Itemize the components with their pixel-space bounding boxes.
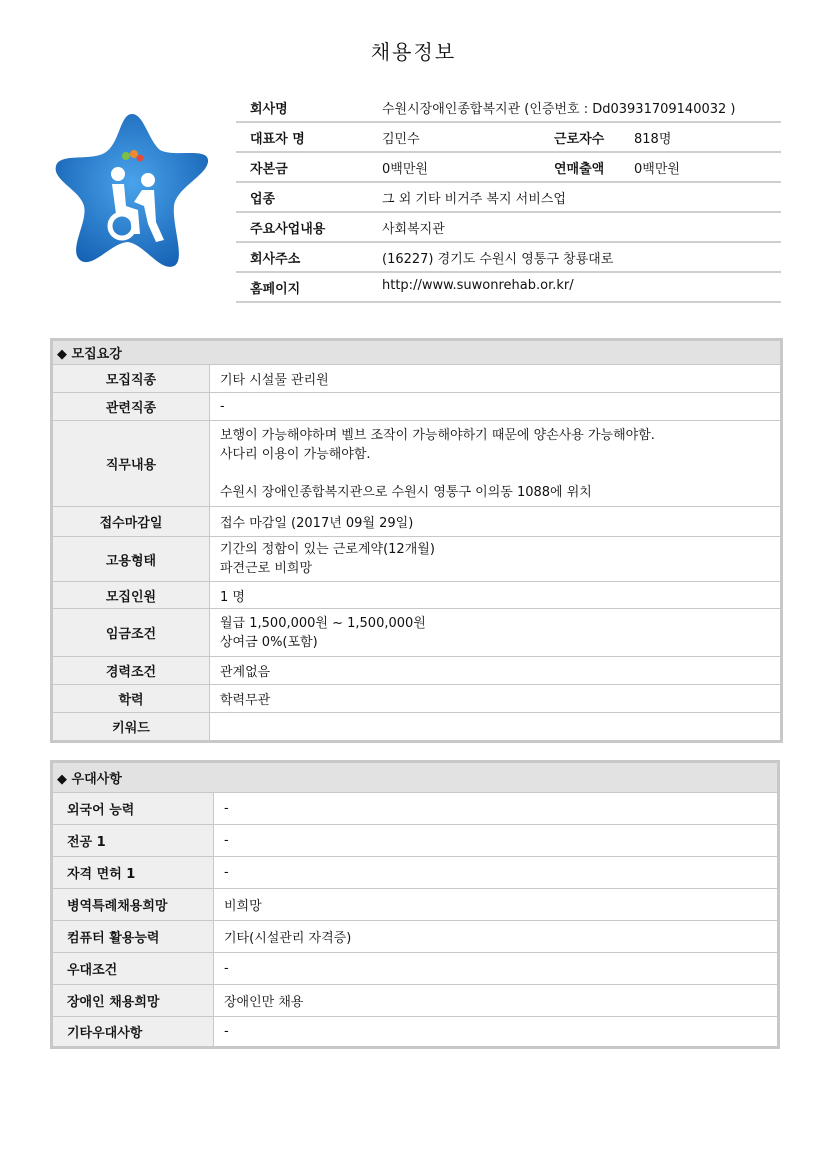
industry-row: [236, 183, 781, 213]
recruit-value: 월급 1,500,000원 ~ 1,500,000원 상여금 0%(포함): [210, 609, 781, 657]
recruit-label: 관련직종: [53, 393, 210, 421]
preference-label: 기타우대사항: [53, 1017, 214, 1047]
recruit-label: 접수마감일: [53, 507, 210, 537]
preference-label: 자격 면허 1: [53, 857, 214, 889]
recruit-value: [210, 713, 781, 741]
business-label: 주요사업내용: [250, 222, 326, 237]
recruit-label: 경력조건: [53, 657, 210, 685]
recruit-label: 모집인원: [53, 582, 210, 609]
employees-label: 근로자수: [554, 132, 605, 147]
recruit-value: 보행이 가능해야하며 벨브 조작이 가능해야하기 때문에 양손사용 가능해야함. 사다리 이용이 가능해야함. 수원시 장애인종합복지관으로 수원시 영통구 이의동 1088에 위치: [210, 421, 781, 507]
capital-label: 자본금: [250, 162, 288, 177]
ceo-label: 대표자 명: [250, 132, 305, 147]
recruit-value: 접수 마감일 (2017년 09월 29일): [210, 507, 781, 537]
recruit-value: 1 명: [210, 582, 781, 609]
preference-label: 외국어 능력: [53, 793, 214, 825]
recruit-value: 학력무관: [210, 685, 781, 713]
preference-value: -: [214, 825, 778, 857]
capital-value: 0백만원: [382, 162, 428, 177]
company-name-row: [236, 93, 781, 123]
recruit-value: 기타 시설물 관리원: [210, 365, 781, 393]
sales-value: 0백만원: [634, 162, 680, 177]
capital-row: [236, 153, 781, 183]
sales-label: 연매출액: [554, 162, 605, 177]
preference-label: 우대조건: [53, 953, 214, 985]
ceo-row: [236, 123, 781, 153]
company-logo: [52, 110, 212, 275]
preference-header: ◆ 우대사항: [53, 763, 778, 793]
preference-value: 기타(시설관리 자격증): [214, 921, 778, 953]
company-info: [236, 93, 781, 303]
recruit-label: 키워드: [53, 713, 210, 741]
homepage-label: 홈페이지: [250, 282, 301, 297]
page-title: 채용정보: [370, 40, 457, 64]
preference-label: 장애인 채용희망: [53, 985, 214, 1017]
recruit-value: -: [210, 393, 781, 421]
ceo-value: 김민수: [382, 132, 420, 147]
recruit-header: ◆ 모집요강: [53, 341, 781, 365]
address-row: [236, 243, 781, 273]
employees-value: 818명: [634, 132, 672, 147]
recruit-label: 학력: [53, 685, 210, 713]
preference-label: 컴퓨터 활용능력: [53, 921, 214, 953]
business-row: [236, 213, 781, 243]
preference-label: 전공 1: [53, 825, 214, 857]
preference-value: 비희망: [214, 889, 778, 921]
preference-value: 장애인만 채용: [214, 985, 778, 1017]
preference-value: -: [214, 793, 778, 825]
company-name: 수원시장애인종합복지관 (인증번호 : Dd03931709140032 ): [382, 102, 736, 117]
address-value: (16227) 경기도 수원시 영통구 창룡대로: [382, 252, 614, 267]
industry-label: 업종: [250, 192, 276, 207]
recruit-label: 고용형태: [53, 537, 210, 582]
homepage-row: [236, 273, 781, 303]
recruit-label: 모집직종: [53, 365, 210, 393]
recruit-label: 직무내용: [53, 421, 210, 507]
business-value: 사회복지관: [382, 222, 445, 237]
preference-value: -: [214, 857, 778, 889]
company-name-label: 회사명: [250, 102, 288, 117]
preference-value: -: [214, 953, 778, 985]
recruit-value: 기간의 정함이 있는 근로계약(12개월) 파견근로 비희망: [210, 537, 781, 582]
preference-label: 병역특례채용희망: [53, 889, 214, 921]
recruit-section: [50, 338, 783, 743]
recruit-value: 관계없음: [210, 657, 781, 685]
recruit-label: 임금조건: [53, 609, 210, 657]
preference-value: -: [214, 1017, 778, 1047]
preference-section: [50, 760, 780, 1049]
address-label: 회사주소: [250, 252, 301, 267]
industry-value: 그 외 기타 비거주 복지 서비스업: [382, 192, 566, 207]
homepage-link[interactable]: http://www.suwonrehab.or.kr/: [382, 278, 574, 293]
